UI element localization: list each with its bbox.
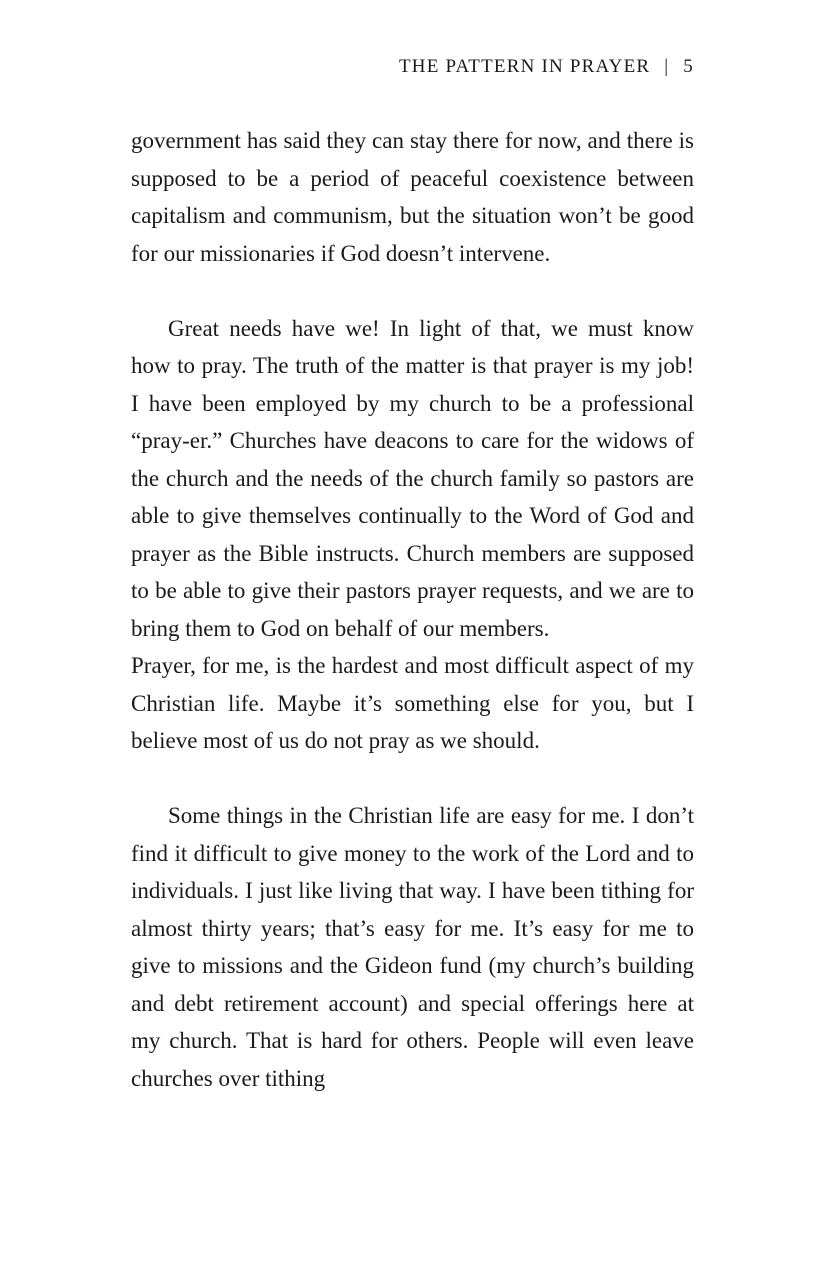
paragraph-easy-things: Some things in the Christian life are easy for me. I don’t find it difficult to give money to the work of the Lord and to individuals. I just like living that way. I have been tithing for almost thirty years; that’s easy for me. It’s easy for me to give to missions and the Gideon fund (my church’s building and debt retirement account) and special offerings here at my church. That is hard for others. People will even leave churches over tithing (131, 803, 694, 1091)
chapter-title: THE PATTERN IN PRAYER (398, 56, 651, 77)
paragraph-great-needs: Great needs have we! In light of that, we must know how to pray. The truth of the matter is that prayer is my job! I have been employed by my church to be a professional “pray-er.” Churches have deacons to care for the widows of the church and the needs of the church family so pastors are able to give themselves continually to the Word of God and prayer as the Bible instructs. Church members are supposed to be able to give their pastors prayer requests, and we are to bring them to God on behalf of our members. (131, 315, 694, 641)
paragraph-prayer-hardest: Prayer, for me, is the hardest and most difficult aspect of my Christian life. Maybe it’s something else for you, but I believe most of us do not pray as we should. (131, 653, 694, 753)
running-header (399, 56, 694, 78)
page-number: 5 (683, 56, 694, 77)
body-text (131, 122, 694, 1097)
paragraph-continuation: government has said they can stay there for now, and there is supposed to be a period of peaceful coexistence between capitalism and communism, but the situation won’t be good for our missionaries if God doesn’t intervene. (131, 128, 694, 266)
header-separator: | (664, 56, 670, 77)
